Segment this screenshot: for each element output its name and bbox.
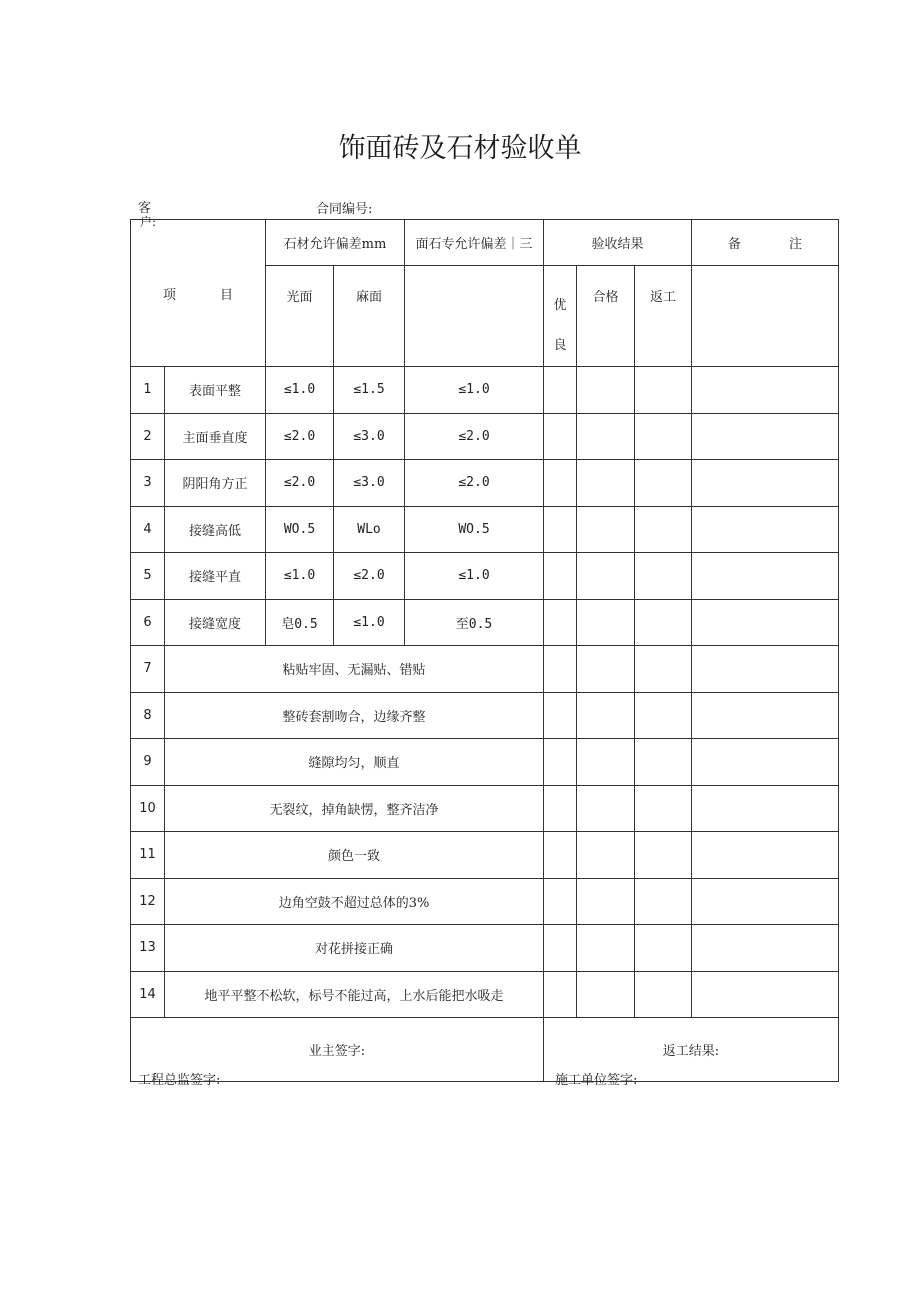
row-number: 11	[131, 832, 165, 879]
qualified-cell	[577, 646, 635, 693]
row-requirement: 粘贴牢固、无漏贴、错贴	[165, 646, 544, 693]
qualified-cell	[577, 785, 635, 832]
qualified-cell	[577, 925, 635, 972]
rework-cell	[635, 553, 692, 600]
row-number: 4	[131, 506, 165, 553]
remark-cell	[692, 646, 839, 693]
rework-cell	[635, 506, 692, 553]
row-item: 阴阳角方正	[165, 460, 266, 507]
excellent-cell	[544, 785, 577, 832]
remark-cell	[692, 971, 839, 1018]
tile-subheader	[405, 266, 544, 367]
row-requirement: 边角空鼓不超过总体的3%	[165, 878, 544, 925]
excellent-cell	[544, 413, 577, 460]
table-row	[131, 599, 839, 646]
rework-cell	[635, 878, 692, 925]
excellent-cell	[544, 971, 577, 1018]
row-number: 7	[131, 646, 165, 693]
remark-cell	[692, 553, 839, 600]
qualified-cell	[577, 971, 635, 1018]
table-row	[131, 413, 839, 460]
qualified-cell	[577, 832, 635, 879]
rework-cell	[635, 785, 692, 832]
rework-cell	[635, 925, 692, 972]
qualified-cell	[577, 460, 635, 507]
contractor-signature-label: 施工单位签字:	[555, 1073, 638, 1088]
excellent-header	[544, 266, 577, 367]
rework-cell	[635, 413, 692, 460]
row-number: 5	[131, 553, 165, 600]
table-row	[131, 878, 839, 925]
table-row	[131, 460, 839, 507]
excellent-cell	[544, 553, 577, 600]
remark-header	[692, 220, 839, 266]
client-label-top: 客	[138, 201, 152, 216]
remark-cell	[692, 692, 839, 739]
qualified-header: 合格	[577, 266, 635, 367]
rework-cell	[635, 832, 692, 879]
row-requirement: 对花拼接正确	[165, 925, 544, 972]
acceptance-table	[130, 219, 839, 1082]
remark-cell	[692, 413, 839, 460]
excellent-cell	[544, 925, 577, 972]
excellent-cell	[544, 599, 577, 646]
rework-result: 返工结果:	[544, 1018, 839, 1082]
rework-cell	[635, 460, 692, 507]
qualified-cell	[577, 739, 635, 786]
row-item: 接缝宽度	[165, 599, 266, 646]
row-requirement: 地平平整不松软，标号不能过高，上水后能把水吸走	[165, 971, 544, 1018]
qualified-cell	[577, 367, 635, 414]
excellent-cell	[544, 646, 577, 693]
stone-tolerance-header: 石材允许偏差mm	[266, 220, 405, 266]
row-number: 14	[131, 971, 165, 1018]
rework-cell	[635, 367, 692, 414]
remark-header-right: 注	[789, 237, 803, 252]
polished-value: ≤2.0	[266, 413, 334, 460]
excellent-cell	[544, 460, 577, 507]
row-number: 8	[131, 692, 165, 739]
qualified-cell	[577, 599, 635, 646]
table-row	[131, 971, 839, 1018]
rework-header: 返工	[635, 266, 692, 367]
rough-value: ≤1.5	[334, 367, 405, 414]
row-requirement: 颜色一致	[165, 832, 544, 879]
remark-cell	[692, 367, 839, 414]
client-label-bottom: 户:	[140, 215, 157, 229]
excellent-bottom: 良	[553, 338, 567, 353]
table-row	[131, 785, 839, 832]
tile-value: ≤2.0	[405, 413, 544, 460]
remark-cell	[692, 878, 839, 925]
rework-cell	[635, 692, 692, 739]
polished-header: 光面	[266, 266, 334, 367]
excellent-cell	[544, 832, 577, 879]
rough-value: ≤3.0	[334, 413, 405, 460]
remark-header-left: 备	[727, 237, 741, 252]
rough-value: WLo	[334, 506, 405, 553]
excellent-cell	[544, 739, 577, 786]
qualified-cell	[577, 692, 635, 739]
qualified-cell	[577, 878, 635, 925]
rough-header: 麻面	[334, 266, 405, 367]
table-row	[131, 367, 839, 414]
row-requirement: 无裂纹，掉角缺愣，整齐洁净	[165, 785, 544, 832]
row-number: 1	[131, 367, 165, 414]
remark-cell	[692, 739, 839, 786]
table-row	[131, 925, 839, 972]
table-row	[131, 832, 839, 879]
tile-value: ≤1.0	[405, 367, 544, 414]
table-row	[131, 553, 839, 600]
excellent-cell	[544, 692, 577, 739]
polished-value: ≤1.0	[266, 367, 334, 414]
row-number: 12	[131, 878, 165, 925]
rework-cell	[635, 739, 692, 786]
tile-value: ≤1.0	[405, 553, 544, 600]
row-item: 接缝高低	[165, 506, 266, 553]
excellent-cell	[544, 506, 577, 553]
row-number: 9	[131, 739, 165, 786]
supervisor-signature-label: 工程总监签字:	[138, 1073, 221, 1088]
signature-row	[131, 1018, 839, 1082]
row-number: 6	[131, 599, 165, 646]
remark-cell	[692, 599, 839, 646]
rework-cell	[635, 646, 692, 693]
excellent-cell	[544, 367, 577, 414]
rough-value: ≤2.0	[334, 553, 405, 600]
qualified-cell	[577, 413, 635, 460]
row-item: 接缝平直	[165, 553, 266, 600]
row-requirement: 整砖套割吻合，边缘齐整	[165, 692, 544, 739]
rework-cell	[635, 971, 692, 1018]
rework-cell	[635, 599, 692, 646]
contract-number-label: 合同编号:	[316, 202, 373, 217]
excellent-top: 优	[553, 298, 567, 313]
tile-value: WO.5	[405, 506, 544, 553]
remark-cell	[692, 925, 839, 972]
row-number: 13	[131, 925, 165, 972]
item-header	[131, 220, 266, 367]
polished-value: 皂0.5	[266, 599, 334, 646]
row-number: 2	[131, 413, 165, 460]
table-row	[131, 739, 839, 786]
row-number: 3	[131, 460, 165, 507]
polished-value: ≤2.0	[266, 460, 334, 507]
row-number: 10	[131, 785, 165, 832]
item-header-left: 项	[162, 287, 176, 303]
remark-cell	[692, 832, 839, 879]
row-item: 表面平整	[165, 367, 266, 414]
remark-cell	[692, 506, 839, 553]
tile-value: 至0.5	[405, 599, 544, 646]
excellent-cell	[544, 878, 577, 925]
table-row	[131, 506, 839, 553]
rough-value: ≤1.0	[334, 599, 405, 646]
owner-signature: 业主签字:	[131, 1018, 544, 1082]
row-item: 主面垂直度	[165, 413, 266, 460]
table-row	[131, 646, 839, 693]
remark-cell	[692, 460, 839, 507]
tile-value: ≤2.0	[405, 460, 544, 507]
tile-tolerance-header: 面石专允许偏差｜三	[405, 220, 544, 266]
item-header-right: 目	[220, 287, 234, 303]
table-row	[131, 692, 839, 739]
qualified-cell	[577, 553, 635, 600]
rough-value: ≤3.0	[334, 460, 405, 507]
polished-value: ≤1.0	[266, 553, 334, 600]
remark-cell	[692, 785, 839, 832]
row-requirement: 缝隙均匀，顺直	[165, 739, 544, 786]
qualified-cell	[577, 506, 635, 553]
polished-value: WO.5	[266, 506, 334, 553]
remark-subheader	[692, 266, 839, 367]
page-title: 饰面砖及石材验收单	[338, 133, 582, 164]
result-header: 验收结果	[544, 220, 692, 266]
